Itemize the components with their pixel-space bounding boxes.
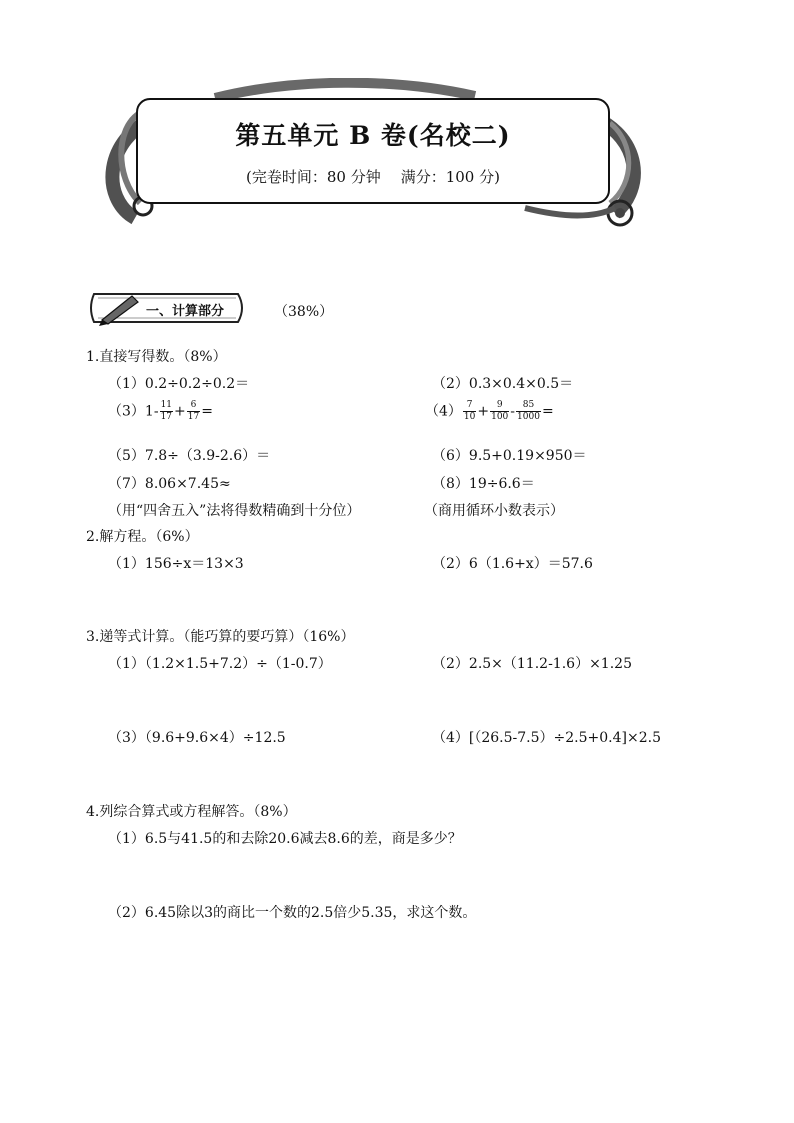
q1-item-6: （6）9.5+0.19×950＝	[432, 448, 587, 464]
q1-heading: 1.直接写得数。（8%）	[86, 349, 227, 365]
q1-item-4: （4） $\frac{7}{10}$ + $\frac{9}{100}$ - $\frac{85}{1000}$ =	[425, 400, 554, 422]
q1-item-1: （1）0.2÷0.2÷0.2＝	[108, 376, 250, 392]
q2-item-2: （2）6（1.6+x）＝57.6	[432, 556, 593, 572]
fraction-7-10: $\frac{7}{10}$	[463, 400, 476, 422]
q3-item-2: （2）2.5×（11.2-1.6）×1.25	[432, 656, 632, 672]
q3-item-1: （1）（1.2×1.5+7.2）÷（1-0.7）	[108, 656, 332, 672]
section-title: 一、计算部分	[146, 304, 225, 319]
q1-note-repeating: （商用循环小数表示）	[424, 503, 564, 519]
title-banner	[136, 98, 610, 204]
q2-item-1: （1）156÷x＝13×3	[108, 556, 244, 572]
q1-item-5: （5）7.8÷（3.9-2.6）＝	[108, 448, 271, 464]
page-title: 第五单元 B 卷(名校二)	[235, 121, 511, 150]
q2-heading: 2.解方程。（6%）	[86, 529, 199, 545]
q4-item-1: （1）6.5与41.5的和去除20.6减去8.6的差，商是多少？	[108, 831, 462, 847]
fraction-11-17: $\frac{11}{17}$	[160, 400, 173, 422]
exam-time: (完卷时间：80 分钟	[246, 168, 381, 186]
q1-item-3: （3）1- $\frac{11}{17}$ + $\frac{6}{17}$ =	[108, 400, 213, 422]
fraction-85-1000: $\frac{85}{1000}$	[517, 400, 540, 422]
q3-heading: 3.递等式计算。（能巧算的要巧算）（16%）	[86, 629, 355, 645]
fraction-6-17: $\frac{6}{17}$	[187, 400, 200, 422]
fraction-9-100: $\frac{9}{100}$	[491, 400, 509, 422]
section-percent: （38%）	[274, 304, 334, 320]
q3-item-4: （4）[（26.5-7.5）÷2.5+0.4]×2.5	[432, 730, 661, 746]
q1-note-rounding: （用“四舍五入”法将得数精确到十分位）	[108, 503, 361, 519]
q1-item-8: （8）19÷6.6＝	[432, 476, 535, 492]
q4-heading: 4.列综合算式或方程解答。（8%）	[86, 804, 297, 820]
q4-item-2: （2）6.45除以3的商比一个数的2.5倍少5.35，求这个数。	[108, 905, 477, 921]
exam-info	[138, 166, 608, 187]
q1-item-2: （2）0.3×0.4×0.5＝	[432, 376, 574, 392]
q3-item-3: （3）（9.6+9.6×4）÷12.5	[108, 730, 286, 746]
exam-score: 满分：100 分)	[400, 168, 500, 186]
q1-item-7: （7）8.06×7.45≈	[108, 476, 231, 492]
